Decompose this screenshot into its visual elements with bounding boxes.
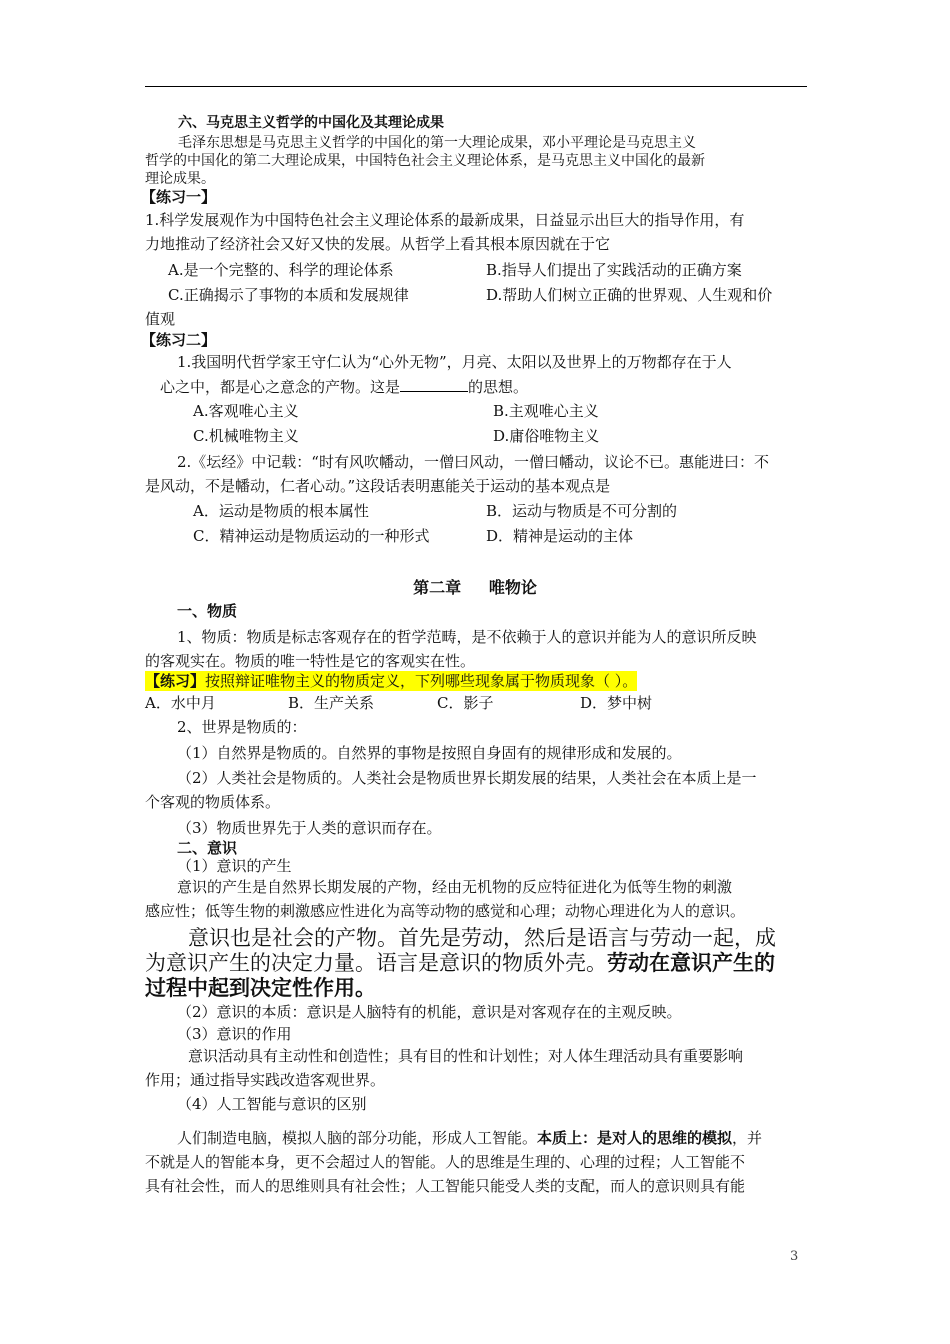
consciousness-role-line: 作用；通过指导实践改造客观世界。 [145,1071,386,1089]
world-point-1: （1）自然界是物质的。自然界的事物是按照自身固有的规律形成和发展的。 [177,744,682,762]
ai-line-bold: 本质上：是对人的思维的模拟 [537,1129,733,1147]
exercise-2-q1-line: 1.我国明代哲学家王守仁认为“心外无物”，月亮、太阳以及世界上的万物都存在于人 [177,353,732,371]
q1-line-text: 的思想。 [468,378,529,396]
world-point-2-line: （2）人类社会是物质的。人类社会是物质世界长期发展的结果，人类社会在本质上是一 [177,769,757,787]
section-6-title: 六、马克思主义哲学的中国化及其理论成果 [178,115,444,131]
matter-exercise-option-a: A．水中月 [145,694,216,712]
exercise-2-q1-option-b: B.主观唯心主义 [493,402,599,420]
ai-line-text: 人们制造电脑，模拟人脑的部分功能，形成人工智能。 [177,1129,538,1147]
ai-consciousness-title: （4）人工智能与意识的区别 [177,1095,367,1113]
answer-blank[interactable] [400,377,468,392]
exercise-1-option-a: A.是一个完整的、科学的理论体系 [168,261,394,279]
exercise-2-q2-line: 2.《坛经》中记载：“时有风吹幡动，一僧曰风动，一僧曰幡动，议论不已。惠能进曰：不 [177,453,769,471]
exercise-2-q2-option-a: A．运动是物质的根本属性 [193,502,369,520]
matter-exercise-option-b: B．生产关系 [288,694,375,712]
exercise-1-option-d: D.帮助人们树立正确的世界观、人生观和价 [486,286,773,304]
exercise-2-q2-option-c: C．精神运动是物质运动的一种形式 [193,527,430,545]
page-number: 3 [790,1249,799,1264]
section-6-body-line: 哲学的中国化的第二大理论成果，中国特色社会主义理论体系，是马克思主义中国化的最新 [145,153,705,169]
social-line-text: 为意识产生的决定力量。语言是意识的物质外壳。 [145,951,607,975]
exercise-1-option-d-continued: 值观 [145,310,176,328]
section-consciousness-title: 二、意识 [177,839,238,857]
ai-paragraph-line [177,1128,762,1148]
ai-paragraph-line: 不就是人的智能本身，更不会超过人的智能。人的思维是生理的、心理的过程；人工智能不 [145,1153,746,1171]
world-point-2-line: 个客观的物质体系。 [145,793,281,811]
exercise-tag: 【练习】 [145,672,206,690]
q1-line-text: 心之中，都是心之意念的产物。这是 [160,378,401,396]
exercise-1-question-line: 力地推动了经济社会又好又快的发展。从哲学上看其根本原因就在于它 [145,235,611,253]
consciousness-social-line [145,950,775,976]
consciousness-social-line-bold: 过程中起到决定性作用。 [145,975,376,1000]
world-point-3: （3）物质世界先于人类的意识而存在。 [177,819,442,837]
section-6-body-line: 毛泽东思想是马克思主义哲学的中国化的第一大理论成果，邓小平理论是马克思主义 [178,135,696,151]
matter-exercise-option-d: D．梦中树 [580,694,653,712]
consciousness-essence: （2）意识的本质：意识是人脑特有的机能，意识是对客观存在的主观反映。 [177,1003,682,1021]
ai-line-text: ，并 [732,1129,763,1147]
exercise-2-q1-option-c: C.机械唯物主义 [193,427,299,445]
consciousness-origin-line: 感应性；低等生物的刺激感应性进化为高等动物的感觉和心理；动物心理进化为人的意识。 [145,902,746,920]
consciousness-origin-line: 意识的产生是自然界长期发展的产物，经由无机物的反应特征进化为低等生物的刺激 [177,878,733,896]
exercise-1-option-b: B.指导人们提出了实践活动的正确方案 [486,261,742,279]
consciousness-social-line: 意识也是社会的产物。首先是劳动，然后是语言与劳动一起，成 [188,926,776,950]
consciousness-origin-title: （1）意识的产生 [177,857,292,875]
section-6-body-line: 理论成果。 [145,171,215,187]
chapter-title: 第二章 唯物论 [413,578,537,597]
exercise-text: 按照辩证唯物主义的物质定义，下列哪些现象属于物质现象（ ）。 [205,672,638,690]
consciousness-role-line: 意识活动具有主动性和创造性；具有目的性和计划性；对人体生理活动具有重要影响 [188,1047,744,1065]
matter-exercise-option-c: C．影子 [437,694,494,712]
consciousness-role-title: （3）意识的作用 [177,1025,292,1043]
ai-paragraph-line: 具有社会性，而人的思维则具有社会性；人工智能只能受人类的支配，而人的意识则具有能 [145,1177,746,1195]
exercise-2-q1-option-a: A.客观唯心主义 [193,402,299,420]
exercise-2-q2-option-d: D．精神是运动的主体 [486,527,634,545]
header-rule [145,86,807,87]
exercise-2-heading: 【练习二】 [141,331,217,349]
section-matter-title: 一、物质 [177,602,238,620]
matter-definition-line: 的客观实在。物质的唯一特性是它的客观实在性。 [145,652,476,670]
world-material-title: 2、世界是物质的： [177,718,307,736]
exercise-2-q2-option-b: B．运动与物质是不可分割的 [486,502,678,520]
matter-definition-line: 1、物质：物质是标志客观存在的哲学范畴，是不依赖于人的意识并能为人的意识所反映 [177,628,757,646]
exercise-2-q1-option-d: D.庸俗唯物主义 [493,427,600,445]
exercise-2-q2-line: 是风动，不是幡动，仁者心动。”这段话表明惠能关于运动的基本观点是 [145,477,611,495]
exercise-1-question-line: 1.科学发展观作为中国特色社会主义理论体系的最新成果，日益显示出巨大的指导作用，有 [145,211,745,229]
matter-exercise-highlight [145,671,637,691]
exercise-2-q1-line [160,377,528,397]
exercise-1-heading: 【练习一】 [141,188,217,206]
social-line-bold: 劳动在意识产生的 [607,950,775,975]
exercise-1-option-c: C.正确揭示了事物的本质和发展规律 [168,286,409,304]
